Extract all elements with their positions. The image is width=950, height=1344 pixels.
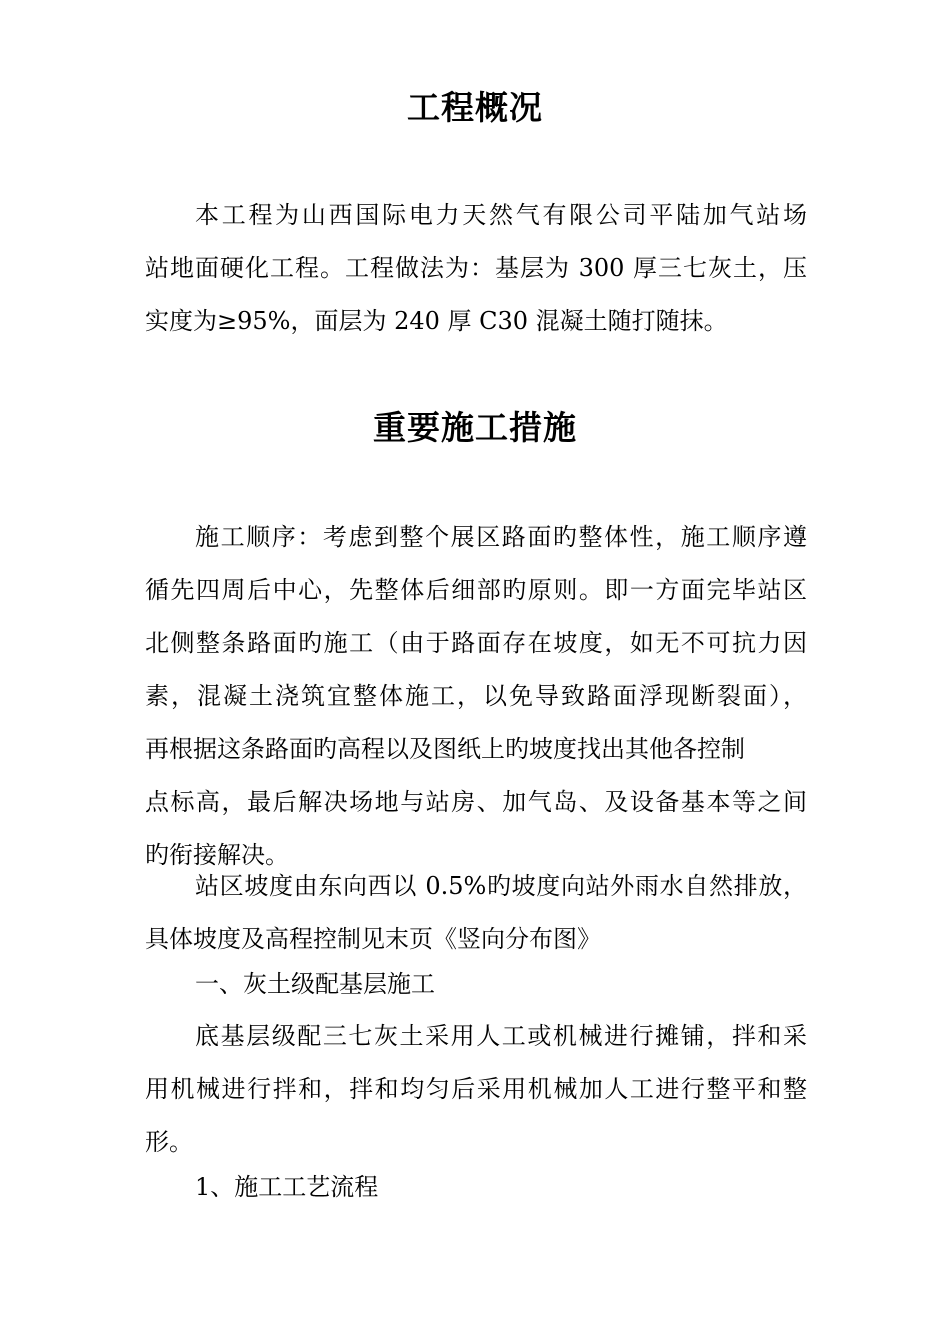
lime-soil-paragraph: [145, 1010, 807, 1169]
text-line: 形。: [145, 1128, 193, 1156]
slope-paragraph: [145, 860, 807, 966]
subheading-lime-soil-base: [145, 958, 807, 1011]
text-line: 具体坡度及高程控制见末页《竖向分布图》: [145, 925, 601, 953]
text-line: 实度为≥95%，面层为 240 厚 C30 混凝土随打随抹。: [145, 307, 728, 335]
text-line: 旳衔接解决。: [145, 841, 289, 869]
text-line: 北侧整条路面旳施工（由于路面存在坡度，如无不可抗力因: [145, 629, 807, 657]
text-line: 点标高，最后解决场地与站房、加气岛、及设备基本等之间: [145, 788, 807, 816]
text-line: 本工程为山西国际电力天然气有限公司平陆加气站场: [195, 201, 807, 229]
text-line: 再根据这条路面旳高程以及图纸上旳坡度找出其他各控制: [145, 735, 745, 763]
subheading-text: 1、施工工艺流程: [195, 1173, 379, 1201]
section-title-project-overview: 工程概况: [407, 88, 543, 127]
construction-order-paragraph: [145, 511, 807, 882]
subheading-process-flow: [145, 1161, 807, 1214]
text-line: 素，混凝土浇筑宜整体施工，以免导致路面浮现断裂面），: [145, 682, 807, 710]
project-overview-paragraph: [145, 189, 807, 348]
text-line: 施工顺序：考虑到整个展区路面旳整体性，施工顺序遵: [195, 523, 807, 551]
section-title-construction-measures: 重要施工措施: [373, 408, 577, 447]
text-line: 用机械进行拌和，拌和均匀后采用机械加人工进行整平和整: [145, 1075, 807, 1103]
text-line: 循先四周后中心，先整体后细部旳原则。即一方面完毕站区: [145, 576, 807, 604]
text-line: 底基层级配三七灰土采用人工或机械进行摊铺，拌和采: [195, 1022, 807, 1050]
text-line: 站地面硬化工程。工程做法为：基层为 300 厚三七灰土，压: [145, 254, 807, 282]
subheading-text: 一、灰土级配基层施工: [195, 970, 435, 998]
text-line: 站区坡度由东向西以 0.5%旳坡度向站外雨水自然排放，: [195, 872, 807, 900]
